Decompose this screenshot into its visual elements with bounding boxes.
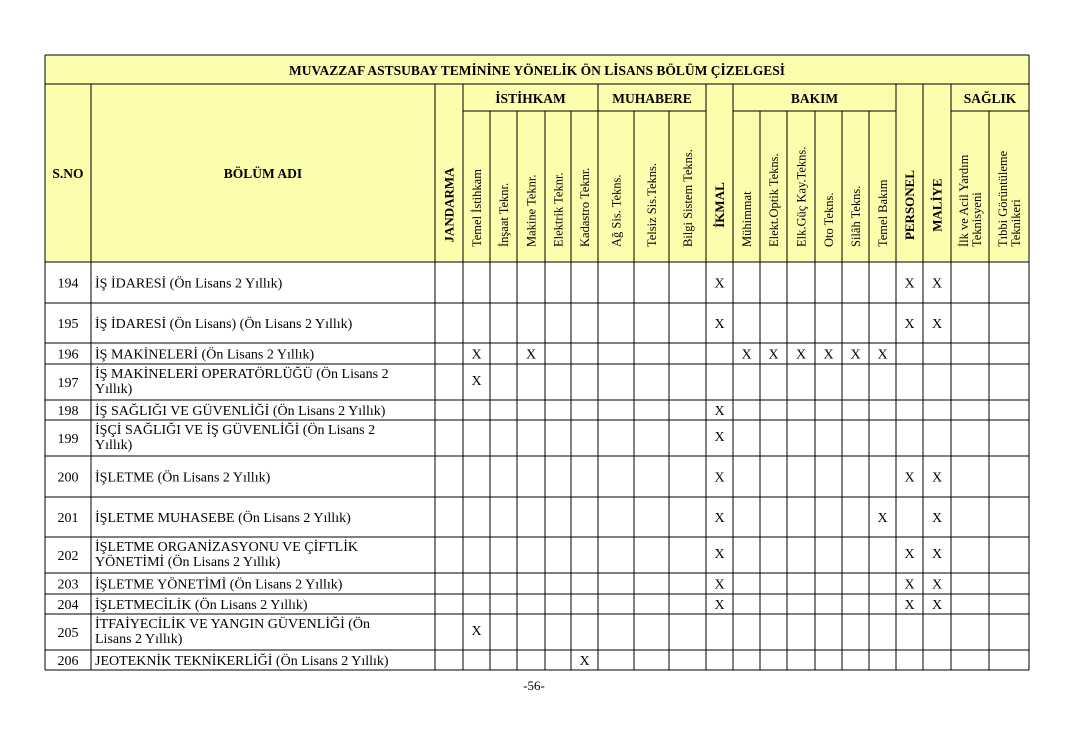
eligibility-mark: X xyxy=(877,347,888,363)
eligibility-mark: X xyxy=(714,430,725,445)
eligibility-mark: X xyxy=(714,404,725,419)
column-label-elk-g-kay-tekns-: Elk.Güç Kay.Tekns. xyxy=(794,146,809,247)
eligibility-mark: X xyxy=(823,347,834,363)
row-number: 202 xyxy=(57,549,79,564)
program-name: JEOTEKNİK TEKNİKERLİĞİ (Ön Lisans 2 Yıllık) xyxy=(95,654,389,669)
program-name: YÖNETİMİ (Ön Lisans 2 Yıllık) xyxy=(95,555,281,570)
table-row xyxy=(45,365,1029,400)
eligibility-mark: X xyxy=(714,276,725,292)
column-label-i-n-aat-teknr-: İnşaat Teknr. xyxy=(496,182,511,247)
row-number: 196 xyxy=(57,347,79,363)
eligibility-mark: X xyxy=(714,470,725,486)
column-label-personel: PERSONEL xyxy=(902,169,918,241)
table-title: MUVAZZAF ASTSUBAY TEMİNİNE YÖNELİK ÖN LİSANS BÖLÜM ÇİZELGESİ xyxy=(289,63,785,78)
table-row xyxy=(45,652,1029,670)
eligibility-mark: X xyxy=(904,577,915,593)
table-row xyxy=(45,615,1029,650)
eligibility-mark: X xyxy=(904,547,915,562)
column-label-sil-h-tekns-: Silâh Tekns. xyxy=(848,185,863,247)
table-row xyxy=(45,402,1029,420)
column-label-telsiz-sis-tekns-: Telsiz Sis.Tekns. xyxy=(644,162,659,247)
program-name: İŞLETME YÖNETİMİ (Ön Lisans 2 Yıllık) xyxy=(95,577,343,593)
column-label-i-kmal: İKMAL xyxy=(712,182,728,228)
eligibility-mark: X xyxy=(714,547,725,562)
table-row xyxy=(45,596,1029,614)
column-label-i-lk-ve-acil-yard-m-teknisyeni: Teknisyeni xyxy=(969,192,984,247)
row-number: 200 xyxy=(57,470,79,486)
eligibility-mark: X xyxy=(795,347,807,363)
row-number: 199 xyxy=(57,432,79,447)
eligibility-mark: X xyxy=(931,547,943,562)
eligibility-mark: X xyxy=(714,317,725,332)
program-name: Yıllık) xyxy=(95,438,133,453)
eligibility-mark: X xyxy=(931,317,943,332)
table-row xyxy=(45,509,1029,537)
eligibility-mark: X xyxy=(714,577,725,593)
program-name: İŞLETMECİLİK (Ön Lisans 2 Yıllık) xyxy=(95,598,308,613)
eligibility-mark: X xyxy=(931,598,943,613)
column-label-oto-tekns-: Oto Tekns. xyxy=(821,192,836,247)
group-label: İSTİHKAM xyxy=(495,91,566,106)
row-number: 195 xyxy=(57,317,79,332)
table-row xyxy=(45,315,1029,343)
group-label: SAĞLIK xyxy=(963,91,1017,106)
program-name: İTFAİYECİLİK VE YANGIN GÜVENLİĞİ (Ön xyxy=(95,617,371,632)
column-label-m-himmat: Mühimmat xyxy=(739,191,754,247)
eligibility-mark: X xyxy=(931,470,943,486)
row-number: 203 xyxy=(57,577,79,593)
column-label-a-sis-tekns-: Ağ Sis. Tekns. xyxy=(609,174,624,247)
column-label-temel-i-stihkam: Temel İstihkam xyxy=(469,169,484,247)
eligibility-mark: X xyxy=(877,511,888,526)
eligibility-mark: X xyxy=(471,374,482,389)
table-row xyxy=(45,421,1029,456)
program-name: İŞ SAĞLIĞI VE GÜVENLİĞİ (Ön Lisans 2 Yıllık) xyxy=(95,404,386,419)
table-row xyxy=(45,469,1029,498)
eligibility-mark: X xyxy=(904,470,915,486)
eligibility-mark: X xyxy=(931,577,943,593)
sno-header: S.NO xyxy=(52,166,84,181)
eligibility-mark: X xyxy=(471,347,482,363)
eligibility-mark: X xyxy=(850,347,861,363)
program-name: İŞ İDARESİ (Ön Lisans) (Ön Lisans 2 Yıllık) xyxy=(95,317,353,332)
table-row xyxy=(45,346,1029,365)
column-label-mali-ye: MALİYE xyxy=(929,178,945,232)
row-number: 198 xyxy=(57,404,79,419)
row-number: 206 xyxy=(57,654,79,669)
eligibility-mark: X xyxy=(525,347,537,363)
row-number: 201 xyxy=(57,511,79,526)
eligibility-mark: X xyxy=(931,276,943,292)
row-number: 194 xyxy=(57,276,79,292)
row-number: 197 xyxy=(57,376,79,391)
program-name: Lisans 2 Yıllık) xyxy=(95,632,183,647)
column-label-bilgi-sistem-tekns-: Bilgi Sistem Tekns. xyxy=(680,149,695,247)
bolum-adi-header: BÖLÜM ADI xyxy=(223,166,303,181)
column-label-elektrik-teknr-: Elektrik Teknr. xyxy=(551,172,566,247)
column-label-t-bbi-g-r-nt-leme-teknikeri: Teknikeri xyxy=(1008,199,1023,247)
eligibility-mark: X xyxy=(904,317,915,332)
row-number: 204 xyxy=(57,598,79,613)
column-label-t-bbi-g-r-nt-leme-teknikeri: Tıbbi Görüntüleme xyxy=(995,150,1010,247)
column-label-kadastro-teknr-: Kadastro Teknr. xyxy=(577,167,592,247)
eligibility-mark: X xyxy=(904,276,915,292)
program-name: İŞÇİ SAĞLIĞI VE İŞ GÜVENLİĞİ (Ön Lisans 2 xyxy=(95,423,376,438)
group-label: MUHABERE xyxy=(612,91,692,106)
program-name: İŞ MAKİNELERİ (Ön Lisans 2 Yıllık) xyxy=(95,347,315,363)
eligibility-mark: X xyxy=(714,598,725,613)
eligibility-mark: X xyxy=(714,511,725,526)
eligibility-mark: X xyxy=(741,347,752,363)
page-number: -56- xyxy=(523,678,545,693)
table-row xyxy=(45,539,1029,573)
program-name: İŞLETME (Ön Lisans 2 Yıllık) xyxy=(95,470,271,486)
table-row xyxy=(45,576,1029,595)
table-row xyxy=(45,275,1029,304)
program-name: İŞ İDARESİ (Ön Lisans 2 Yıllık) xyxy=(95,276,283,292)
eligibility-mark: X xyxy=(579,654,590,669)
group-label: BAKIM xyxy=(790,91,839,106)
eligibility-mark: X xyxy=(768,347,779,363)
program-name: İŞLETME MUHASEBE (Ön Lisans 2 Yıllık) xyxy=(95,511,351,526)
column-label-makine-teknr-: Makine Teknr. xyxy=(524,174,539,247)
column-label-temel-bak-m: Temel Bakım xyxy=(875,179,890,247)
eligibility-mark: X xyxy=(931,511,943,526)
program-name: Yıllık) xyxy=(95,382,133,397)
column-label-i-lk-ve-acil-yard-m-teknisyeni: İlk ve Acil Yardım xyxy=(956,154,971,247)
program-name: İŞLETME ORGANİZASYONU VE ÇİFTLİK xyxy=(95,540,359,555)
eligibility-mark: X xyxy=(471,624,482,639)
eligibility-mark: X xyxy=(904,598,915,613)
column-label-elekt-optik-tekns-: Elekt.Optik Tekns. xyxy=(766,153,781,247)
program-name: İŞ MAKİNELERİ OPERATÖRLÜĞÜ (Ön Lisans 2 xyxy=(95,367,389,382)
column-label-jandarma: JANDARMA xyxy=(441,167,457,243)
row-number: 205 xyxy=(57,626,79,641)
